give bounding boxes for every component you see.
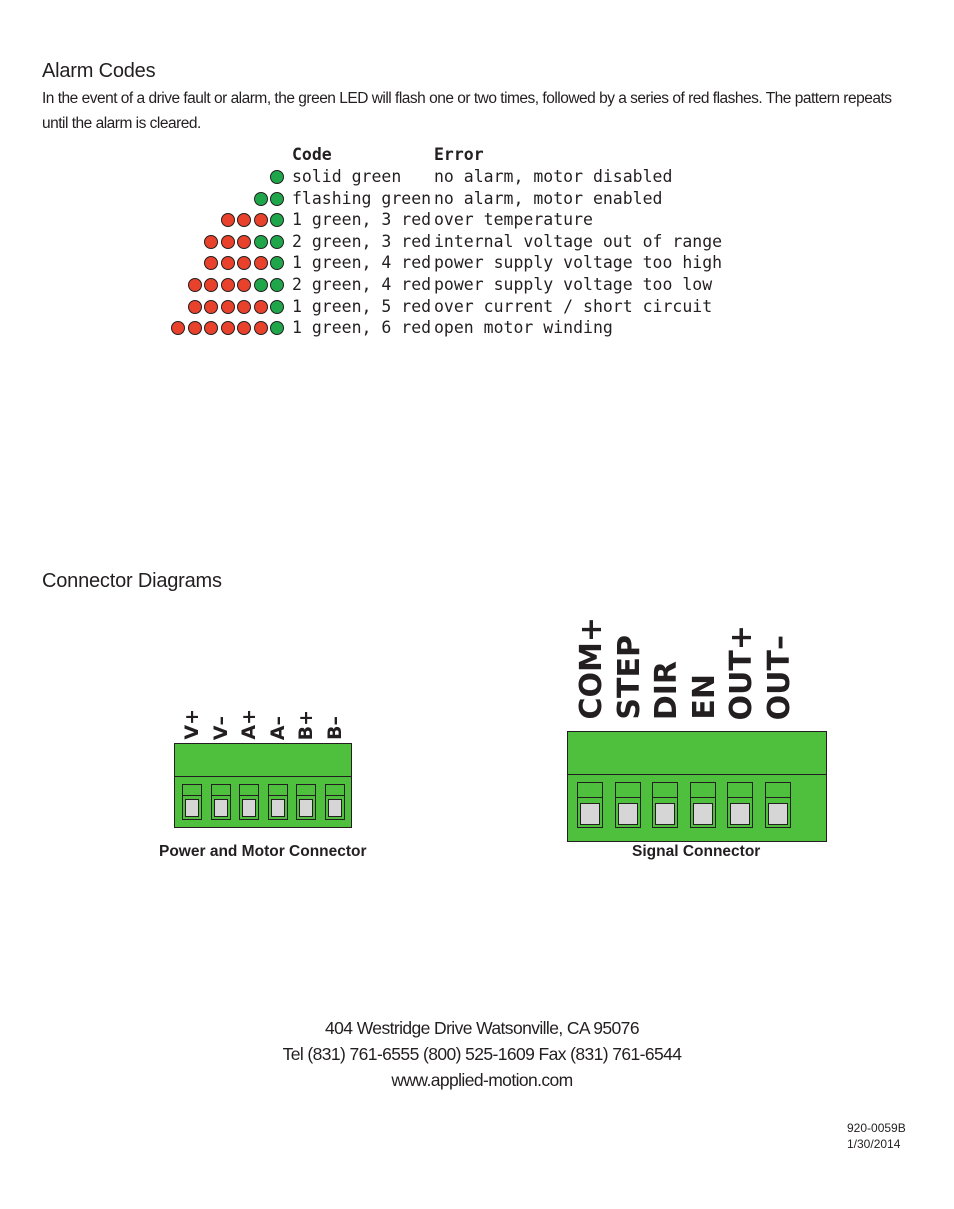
pin-label: DIR bbox=[649, 660, 685, 720]
connector-pin-terminal bbox=[268, 784, 288, 820]
pin-label: COM+ bbox=[574, 617, 609, 720]
pin-label: STEP bbox=[611, 635, 647, 720]
red-led-icon bbox=[221, 213, 235, 227]
signal-connector bbox=[567, 731, 827, 842]
pin-label: B– bbox=[324, 716, 346, 740]
green-led-icon bbox=[270, 235, 284, 249]
signal-connector-caption: Signal Connector bbox=[632, 843, 761, 860]
power-motor-connector-caption: Power and Motor Connector bbox=[159, 843, 367, 860]
red-led-icon bbox=[237, 213, 251, 227]
company-phones: Tel (831) 761-6555 (800) 525-1609 Fax (831) 761-6544 bbox=[282, 1044, 682, 1064]
led-pattern bbox=[188, 278, 285, 292]
red-led-icon bbox=[237, 235, 251, 249]
alarm-code-text: flashing green bbox=[292, 188, 432, 208]
connector-pin-terminal bbox=[690, 782, 716, 828]
connector-pin-terminal bbox=[652, 782, 678, 828]
red-led-icon bbox=[188, 278, 202, 292]
green-led-icon bbox=[254, 235, 268, 249]
red-led-icon bbox=[204, 278, 218, 292]
alarm-error-text: power supply voltage too high bbox=[434, 253, 723, 273]
connector-diagrams-heading: Connector Diagrams bbox=[42, 570, 222, 592]
alarm-code-row bbox=[150, 275, 750, 297]
company-address: 404 Westridge Drive Watsonville, CA 95076 bbox=[325, 1018, 639, 1038]
led-pattern bbox=[221, 213, 285, 227]
alarm-code-text: 2 green, 4 red bbox=[292, 275, 432, 294]
connector-pin-terminal bbox=[182, 784, 202, 820]
company-website[interactable]: www.applied-motion.com bbox=[391, 1070, 573, 1090]
green-led-icon bbox=[270, 213, 284, 227]
document-number: 920-0059B bbox=[847, 1121, 906, 1135]
red-led-icon bbox=[221, 256, 235, 270]
alarm-code-text: 1 green, 6 red bbox=[292, 318, 432, 338]
power-connector-pin-labels bbox=[174, 700, 352, 740]
red-led-icon bbox=[221, 278, 235, 292]
red-led-icon bbox=[188, 300, 202, 314]
green-led-icon bbox=[270, 192, 284, 206]
red-led-icon bbox=[237, 321, 251, 335]
alarm-code-text: 1 green, 3 red bbox=[292, 210, 432, 230]
alarm-code-row bbox=[150, 318, 750, 340]
pin-label: OUT+ bbox=[724, 624, 760, 720]
alarm-error-text: open motor winding bbox=[434, 318, 613, 338]
alarm-code-row bbox=[150, 167, 750, 189]
red-led-icon bbox=[221, 321, 235, 335]
led-pattern bbox=[171, 321, 284, 335]
pin-label: V+ bbox=[181, 709, 203, 740]
led-pattern bbox=[204, 235, 284, 249]
alarm-code-text: 1 green, 4 red bbox=[292, 253, 432, 273]
green-led-icon bbox=[270, 278, 284, 292]
alarm-code-text: solid green bbox=[292, 167, 402, 186]
alarm-code-row bbox=[150, 210, 750, 232]
led-pattern bbox=[254, 192, 285, 206]
power-motor-connector bbox=[174, 743, 352, 828]
alarm-code-row bbox=[150, 232, 750, 254]
alarm-error-text: no alarm, motor enabled bbox=[434, 188, 663, 208]
red-led-icon bbox=[221, 235, 235, 249]
led-pattern bbox=[270, 170, 284, 184]
alarm-error-text: no alarm, motor disabled bbox=[434, 167, 673, 186]
connector-pin-terminal bbox=[615, 782, 641, 828]
green-led-icon bbox=[270, 300, 284, 314]
green-led-icon bbox=[270, 170, 284, 184]
green-led-icon bbox=[254, 278, 268, 292]
red-led-icon bbox=[204, 235, 218, 249]
led-pattern bbox=[188, 300, 285, 314]
connector-pin-terminal bbox=[296, 784, 316, 820]
alarm-error-text: over current / short circuit bbox=[434, 296, 713, 316]
connector-pin-terminal bbox=[325, 784, 345, 820]
pin-label: A– bbox=[266, 715, 289, 740]
green-led-icon bbox=[270, 321, 284, 335]
red-led-icon bbox=[237, 256, 251, 270]
pin-label: A+ bbox=[238, 709, 261, 740]
red-led-icon bbox=[221, 300, 235, 314]
pin-label: EN bbox=[686, 674, 722, 720]
red-led-icon bbox=[254, 300, 268, 314]
red-led-icon bbox=[188, 321, 202, 335]
red-led-icon bbox=[237, 278, 251, 292]
alarm-codes-heading: Alarm Codes bbox=[42, 60, 156, 82]
connector-pin-terminal bbox=[727, 782, 753, 828]
alarm-error-text: internal voltage out of range bbox=[434, 231, 723, 251]
alarm-error-text: over temperature bbox=[434, 210, 593, 230]
signal-connector-pin-labels bbox=[567, 617, 827, 720]
red-led-icon bbox=[254, 256, 268, 270]
green-led-icon bbox=[254, 192, 268, 206]
connector-pin-terminal bbox=[765, 782, 791, 828]
error-column-header: Error bbox=[434, 145, 484, 164]
alarm-code-text: 1 green, 5 red bbox=[292, 296, 432, 316]
alarm-code-text: 2 green, 3 red bbox=[292, 231, 432, 251]
pin-label: B+ bbox=[295, 709, 318, 740]
alarm-code-row bbox=[150, 297, 750, 319]
alarm-codes-intro: In the event of a drive fault or alarm, the green LED will flash one or two times, followed by a series of red flashes. The pattern repeats until the alarm is cleared. bbox=[42, 90, 892, 132]
document-date: 1/30/2014 bbox=[847, 1137, 901, 1151]
alarm-code-row bbox=[150, 253, 750, 275]
connector-pin-terminal bbox=[239, 784, 259, 820]
red-led-icon bbox=[254, 213, 268, 227]
red-led-icon bbox=[204, 300, 218, 314]
pin-label: OUT– bbox=[762, 634, 797, 720]
pin-label: V– bbox=[209, 715, 232, 740]
red-led-icon bbox=[254, 321, 268, 335]
red-led-icon bbox=[204, 321, 218, 335]
red-led-icon bbox=[171, 321, 185, 335]
alarm-code-row bbox=[150, 189, 750, 211]
led-pattern bbox=[204, 256, 284, 270]
connector-pin-terminal bbox=[577, 782, 603, 828]
connector-pin-terminal bbox=[211, 784, 231, 820]
code-column-header: Code bbox=[292, 145, 332, 164]
green-led-icon bbox=[270, 256, 284, 270]
red-led-icon bbox=[204, 256, 218, 270]
document-info bbox=[847, 1120, 906, 1152]
red-led-icon bbox=[237, 300, 251, 314]
alarm-error-text: power supply voltage too low bbox=[434, 275, 713, 294]
alarm-table-header bbox=[150, 145, 750, 167]
